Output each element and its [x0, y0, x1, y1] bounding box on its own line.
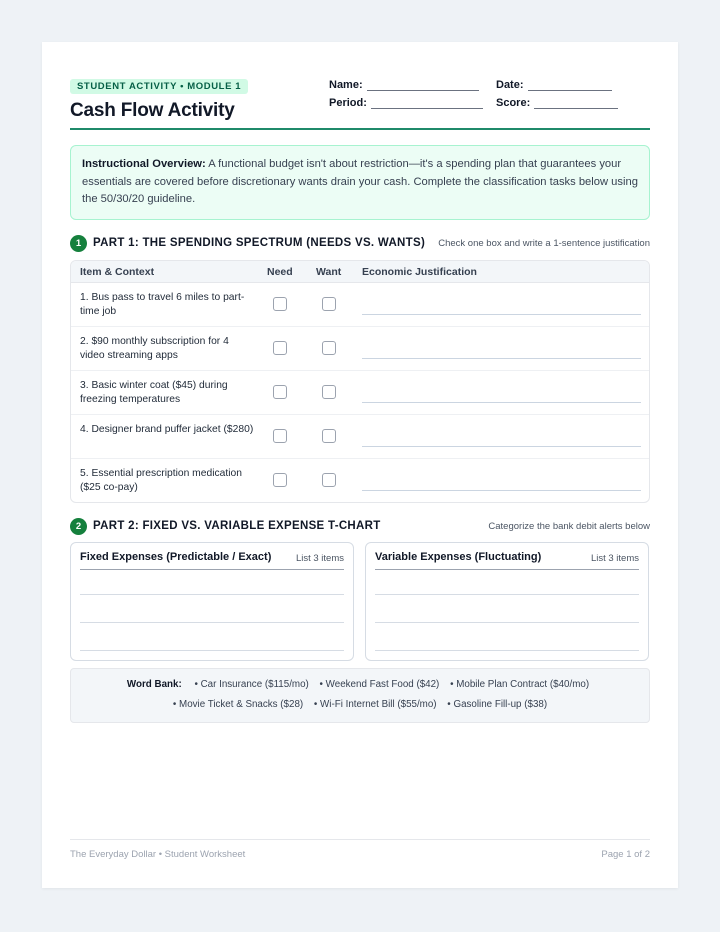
need-checkbox[interactable] — [273, 473, 287, 487]
word-bank — [70, 668, 650, 723]
worksheet-page — [42, 42, 678, 888]
variable-entry-line[interactable] — [375, 622, 639, 623]
item-description: 5. Essential prescription medication ($25 co-pay) — [80, 467, 242, 493]
fixed-expenses-header — [80, 551, 344, 570]
col-item-context: Item & Context — [80, 265, 155, 278]
col-need: Need — [267, 265, 293, 278]
part1-header — [70, 234, 650, 254]
overview-label: Instructional Overview: — [82, 158, 206, 170]
page-footer — [70, 839, 650, 860]
item-description: 4. Designer brand puffer jacket ($280) — [80, 423, 254, 435]
word-bank-line — [81, 695, 639, 715]
justification-line[interactable] — [362, 446, 641, 447]
variable-entry-line[interactable] — [375, 650, 639, 651]
fixed-expenses-box — [70, 542, 354, 661]
need-checkbox[interactable] — [273, 341, 287, 355]
name-field[interactable] — [329, 79, 479, 91]
word-bank-item: • Gasoline Fill-up ($38) — [447, 698, 548, 710]
period-label: Period: — [329, 97, 367, 109]
want-checkbox[interactable] — [322, 473, 336, 487]
period-line — [371, 98, 483, 109]
variable-expenses-note: List 3 items — [590, 552, 639, 564]
fixed-entry-line[interactable] — [80, 622, 344, 623]
variable-expenses-title: Variable Expenses (Fluctuating) — [375, 550, 542, 563]
needs-wants-table — [70, 260, 650, 503]
word-bank-item: • Wi-Fi Internet Bill ($55/mo) — [313, 698, 437, 710]
justification-line[interactable] — [362, 314, 641, 315]
need-checkbox[interactable] — [273, 385, 287, 399]
name-label: Name: — [329, 79, 363, 91]
table-row — [71, 371, 649, 415]
table-row — [71, 415, 649, 459]
variable-expenses-box — [365, 542, 649, 661]
want-checkbox[interactable] — [322, 297, 336, 311]
part2-instructions: Categorize the bank debit alerts below — [488, 520, 650, 532]
word-bank-line — [81, 675, 639, 695]
fixed-entry-line[interactable] — [80, 594, 344, 595]
justification-line[interactable] — [362, 490, 641, 491]
col-justification: Economic Justification — [362, 265, 477, 278]
variable-entry-line[interactable] — [375, 594, 639, 595]
instructional-overview — [70, 145, 650, 220]
worksheet-header — [70, 76, 650, 128]
word-bank-item: • Car Insurance ($115/mo) — [194, 678, 309, 690]
need-checkbox[interactable] — [273, 297, 287, 311]
name-line — [367, 80, 479, 91]
justification-line[interactable] — [362, 358, 641, 359]
word-bank-item: • Movie Ticket & Snacks ($28) — [172, 698, 304, 710]
expense-t-chart — [70, 542, 650, 662]
module-badge: STUDENT ACTIVITY • MODULE 1 — [70, 79, 248, 94]
score-label: Score: — [496, 97, 531, 109]
want-checkbox[interactable] — [322, 385, 336, 399]
part1-instructions: Check one box and write a 1-sentence justification — [438, 237, 650, 249]
part1-number-badge: 1 — [70, 235, 87, 252]
date-label: Date: — [496, 79, 524, 91]
table-row — [71, 327, 649, 371]
footer-source: The Everyday Dollar • Student Worksheet — [70, 849, 246, 860]
page-title: Cash Flow Activity — [70, 100, 235, 121]
fixed-expenses-title: Fixed Expenses (Predictable / Exact) — [80, 550, 272, 563]
table-row — [71, 459, 649, 502]
table-header — [71, 261, 649, 283]
header-divider — [70, 128, 650, 130]
table-row — [71, 283, 649, 327]
justification-line[interactable] — [362, 402, 641, 403]
want-checkbox[interactable] — [322, 429, 336, 443]
date-field[interactable] — [496, 79, 612, 91]
item-description: 2. $90 monthly subscription for 4 video streaming apps — [80, 335, 229, 361]
item-description: 1. Bus pass to travel 6 miles to part-time job — [80, 291, 245, 317]
date-line — [528, 80, 612, 91]
fixed-expenses-note: List 3 items — [295, 552, 344, 564]
period-field[interactable] — [329, 97, 483, 109]
col-want: Want — [316, 265, 342, 278]
score-line — [534, 98, 618, 109]
word-bank-item: • Mobile Plan Contract ($40/mo) — [450, 678, 590, 690]
part1-title: PART 1: THE SPENDING SPECTRUM (NEEDS VS. WANTS) — [93, 236, 426, 249]
word-bank-label: Word Bank: — [126, 678, 182, 690]
fixed-entry-line[interactable] — [80, 650, 344, 651]
overview-text: A functional budget isn't about restriction—it's a spending plan that guarantees your essentials are covered before discretionary wants drain your cash. Complete the classification tasks below using the 50/30/20 guideline. — [82, 158, 638, 205]
need-checkbox[interactable] — [273, 429, 287, 443]
want-checkbox[interactable] — [322, 341, 336, 355]
item-description: 3. Basic winter coat ($45) during freezing temperatures — [80, 379, 228, 405]
word-bank-item: • Weekend Fast Food ($42) — [319, 678, 440, 690]
part2-title: PART 2: FIXED VS. VARIABLE EXPENSE T-CHART — [93, 519, 381, 532]
score-field[interactable] — [496, 97, 618, 109]
page-number: Page 1 of 2 — [601, 849, 650, 860]
variable-expenses-header — [375, 551, 639, 570]
part2-header — [70, 517, 650, 537]
part2-number-badge: 2 — [70, 518, 87, 535]
